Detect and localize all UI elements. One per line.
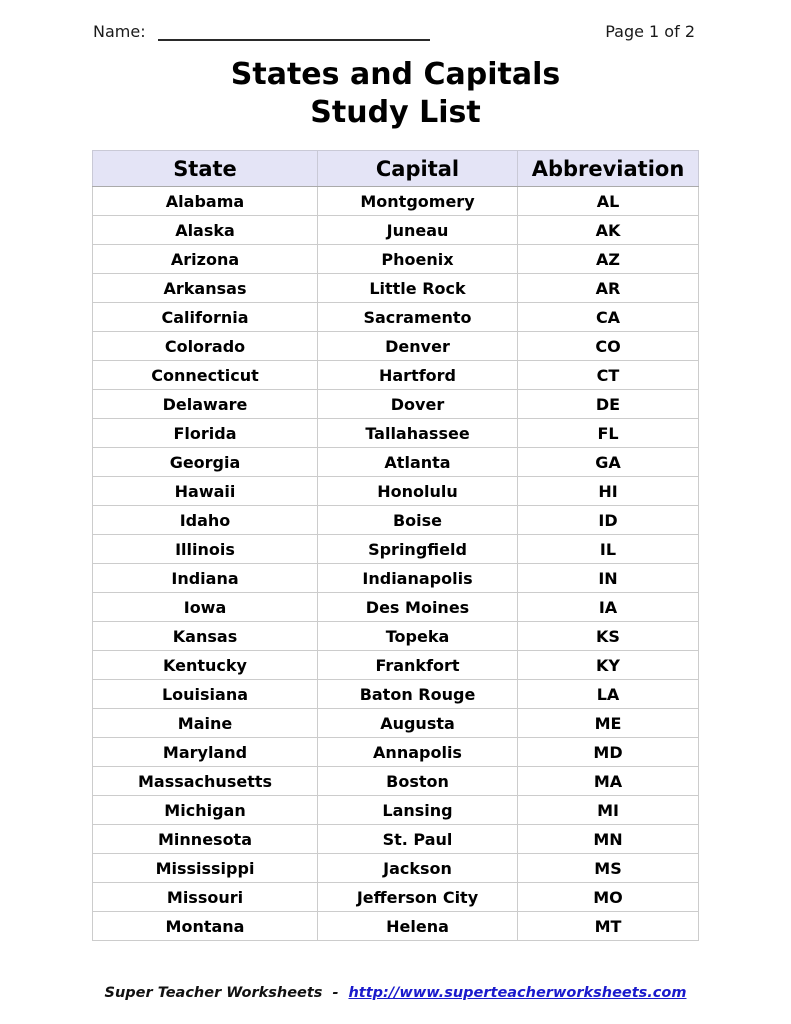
capital-cell: Sacramento <box>318 303 518 332</box>
table-row <box>93 506 699 535</box>
abbreviation-cell: MT <box>518 912 699 941</box>
capital-cell: Lansing <box>318 796 518 825</box>
state-cell: Missouri <box>93 883 318 912</box>
state-cell: Minnesota <box>93 825 318 854</box>
capital-cell: Jefferson City <box>318 883 518 912</box>
page-indicator: Page 1 of 2 <box>605 22 695 41</box>
state-cell: Illinois <box>93 535 318 564</box>
table-row <box>93 361 699 390</box>
table-row <box>93 738 699 767</box>
capital-cell: Indianapolis <box>318 564 518 593</box>
top-row <box>93 22 695 41</box>
capital-cell: Frankfort <box>318 651 518 680</box>
abbreviation-cell: IN <box>518 564 699 593</box>
state-cell: Georgia <box>93 448 318 477</box>
name-label: Name: <box>93 22 146 41</box>
state-cell: Alaska <box>93 216 318 245</box>
table-row <box>93 651 699 680</box>
table-row <box>93 477 699 506</box>
abbreviation-cell: IL <box>518 535 699 564</box>
abbreviation-cell: MS <box>518 854 699 883</box>
state-cell: Arkansas <box>93 274 318 303</box>
state-cell: Alabama <box>93 187 318 216</box>
abbreviation-cell: MD <box>518 738 699 767</box>
abbreviation-cell: KS <box>518 622 699 651</box>
abbreviation-cell: CA <box>518 303 699 332</box>
capital-cell: Hartford <box>318 361 518 390</box>
capital-cell: Topeka <box>318 622 518 651</box>
table-row <box>93 680 699 709</box>
footer-separator: - <box>332 985 339 1001</box>
table-row <box>93 332 699 361</box>
states-capitals-table <box>92 150 699 941</box>
table-row <box>93 390 699 419</box>
capital-cell: Des Moines <box>318 593 518 622</box>
capital-cell: Tallahassee <box>318 419 518 448</box>
table-row <box>93 564 699 593</box>
abbreviation-cell: LA <box>518 680 699 709</box>
capital-cell: Springfield <box>318 535 518 564</box>
footer-link[interactable]: http://www.superteacherworksheets.com <box>348 985 687 1001</box>
column-header-state: State <box>93 151 318 187</box>
abbreviation-cell: CT <box>518 361 699 390</box>
table-row <box>93 448 699 477</box>
abbreviation-cell: ME <box>518 709 699 738</box>
capital-cell: Phoenix <box>318 245 518 274</box>
table-row <box>93 274 699 303</box>
state-cell: Michigan <box>93 796 318 825</box>
table-row <box>93 912 699 941</box>
table-row <box>93 883 699 912</box>
table-row <box>93 825 699 854</box>
abbreviation-cell: MI <box>518 796 699 825</box>
abbreviation-cell: MN <box>518 825 699 854</box>
capital-cell: Baton Rouge <box>318 680 518 709</box>
state-cell: Kansas <box>93 622 318 651</box>
state-cell: California <box>93 303 318 332</box>
capital-cell: Boston <box>318 767 518 796</box>
capital-cell: Honolulu <box>318 477 518 506</box>
state-cell: Connecticut <box>93 361 318 390</box>
table-header-row <box>93 151 699 187</box>
state-cell: Montana <box>93 912 318 941</box>
capital-cell: Montgomery <box>318 187 518 216</box>
capital-cell: Dover <box>318 390 518 419</box>
state-cell: Colorado <box>93 332 318 361</box>
column-header-abbreviation: Abbreviation <box>518 151 699 187</box>
table-row <box>93 419 699 448</box>
capital-cell: Denver <box>318 332 518 361</box>
page-title-line2: Study List <box>310 95 481 130</box>
abbreviation-cell: HI <box>518 477 699 506</box>
table-row <box>93 303 699 332</box>
state-cell: Indiana <box>93 564 318 593</box>
table-row <box>93 796 699 825</box>
name-group <box>93 22 430 41</box>
state-cell: Delaware <box>93 390 318 419</box>
capital-cell: Little Rock <box>318 274 518 303</box>
state-cell: Kentucky <box>93 651 318 680</box>
capital-cell: Boise <box>318 506 518 535</box>
table-row <box>93 535 699 564</box>
table-row <box>93 593 699 622</box>
abbreviation-cell: MO <box>518 883 699 912</box>
abbreviation-cell: AL <box>518 187 699 216</box>
state-cell: Maryland <box>93 738 318 767</box>
table-row <box>93 709 699 738</box>
page-title <box>0 56 791 132</box>
state-cell: Hawaii <box>93 477 318 506</box>
state-cell: Idaho <box>93 506 318 535</box>
state-cell: Maine <box>93 709 318 738</box>
capital-cell: Helena <box>318 912 518 941</box>
abbreviation-cell: IA <box>518 593 699 622</box>
state-cell: Arizona <box>93 245 318 274</box>
name-blank-line <box>158 23 430 41</box>
state-cell: Florida <box>93 419 318 448</box>
state-cell: Massachusetts <box>93 767 318 796</box>
capital-cell: Annapolis <box>318 738 518 767</box>
abbreviation-cell: AK <box>518 216 699 245</box>
state-cell: Iowa <box>93 593 318 622</box>
table-row <box>93 622 699 651</box>
footer-brand: Super Teacher Worksheets <box>104 985 323 1001</box>
capital-cell: St. Paul <box>318 825 518 854</box>
capital-cell: Augusta <box>318 709 518 738</box>
state-cell: Louisiana <box>93 680 318 709</box>
capital-cell: Jackson <box>318 854 518 883</box>
table-row <box>93 187 699 216</box>
abbreviation-cell: MA <box>518 767 699 796</box>
abbreviation-cell: FL <box>518 419 699 448</box>
column-header-capital: Capital <box>318 151 518 187</box>
page-title-line1: States and Capitals <box>230 57 561 92</box>
abbreviation-cell: AR <box>518 274 699 303</box>
table-body <box>93 187 699 941</box>
footer <box>0 985 791 1001</box>
abbreviation-cell: AZ <box>518 245 699 274</box>
table-row <box>93 216 699 245</box>
abbreviation-cell: ID <box>518 506 699 535</box>
abbreviation-cell: GA <box>518 448 699 477</box>
state-cell: Mississippi <box>93 854 318 883</box>
table-row <box>93 245 699 274</box>
capital-cell: Atlanta <box>318 448 518 477</box>
abbreviation-cell: DE <box>518 390 699 419</box>
capital-cell: Juneau <box>318 216 518 245</box>
table-row <box>93 854 699 883</box>
abbreviation-cell: CO <box>518 332 699 361</box>
abbreviation-cell: KY <box>518 651 699 680</box>
table-row <box>93 767 699 796</box>
